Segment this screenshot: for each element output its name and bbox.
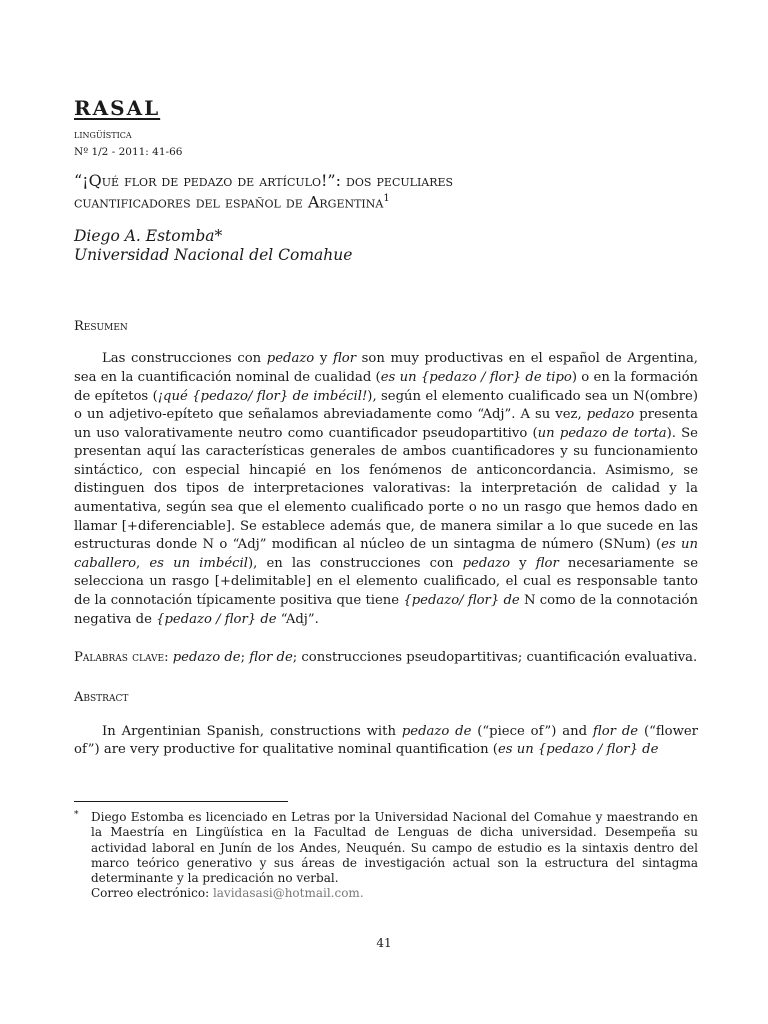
resumen-text: Las construcciones con <box>102 351 267 367</box>
keyword-italic: pedazo de <box>172 650 241 666</box>
footnote-text: Diego Estomba es licenciado en Letras por la Universidad Nacional del Comahue y maestrando en la Maestría en Lingüística en la Facultad de Lenguas de dicha universidad. Desempeña su actividad laboral en Junín de los Andes, Neuquén. Su campo de estudio es la sintaxis dentro del marco teórico generativo y sus áreas de investigación actual son la estructura del sintagma determinante y la predicación no verbal. <box>91 810 698 886</box>
footnote-email-label: Correo electrónico: <box>91 886 213 901</box>
resumen-italic: pedazo <box>586 407 635 423</box>
abstract-heading: Abstract <box>74 689 129 705</box>
footnote-mark: * <box>74 810 79 820</box>
resumen-text: ), según el elemento cualificado sea un N(ombre) o un adjetivo-epíteto que señalamos abreviadamente como “Adj”. A su vez, <box>74 388 698 423</box>
keyword-italic: flor de <box>249 650 293 666</box>
resumen-italic: {pedazo/ flor} de <box>403 593 520 609</box>
resumen-italic: es un imbécil <box>149 555 248 571</box>
resumen-italic: es un caballero <box>74 537 698 571</box>
abstract-text: In Argentinian Spanish, constructions with <box>102 723 402 739</box>
resumen-text: , <box>136 555 150 571</box>
resumen-italic: flor <box>332 351 356 367</box>
resumen-text: N como de la connotación negativa de <box>74 593 698 627</box>
page-number: 41 <box>376 936 392 950</box>
resumen-italic: pedazo <box>266 351 315 367</box>
resumen-text: y <box>510 555 536 571</box>
resumen-text: “Adj”. <box>276 611 319 627</box>
resumen-text: y <box>314 351 333 367</box>
resumen-paragraph <box>74 350 698 629</box>
author-affiliation: Universidad Nacional del Comahue <box>74 246 353 265</box>
footnote-body <box>91 810 698 902</box>
footnote-divider <box>74 801 288 802</box>
abstract-text: (“piece of”) and <box>471 723 593 739</box>
resumen-italic: {pedazo / flor} de <box>156 611 277 627</box>
keywords-rest: ; construcciones pseudopartitivas; cuantificación evaluativa. <box>292 650 698 666</box>
resumen-text: ) o en la formación de epítetos ( <box>74 369 699 404</box>
abstract-paragraph <box>74 723 698 760</box>
resumen-text: ), en las construcciones con <box>247 555 463 571</box>
resumen-italic: pedazo <box>462 555 511 571</box>
title-line-2-text: cuantificadores del español de Argentina <box>74 192 384 212</box>
resumen-text: ). Se presentan aquí las características generales de ambos cuantificadores y su funcionamiento sintáctico, con especial hincapié en los fenómenos de anticoncordancia. Asimismo, se distinguen dos tipos de interpretaciones valorativas: la interpretación de calidad y la aumentativa, según sea que el elemento cualificado porte o no un rasgo que hemos dado en llamar [+diferenciable]. Se establece además que, de manera similar a lo que sucede en las estructuras donde N o “Adj” modifican al núcleo de un sintagma de número (SNum) ( <box>74 425 698 553</box>
abstract-italic: es un {pedazo / flor} de <box>497 742 659 758</box>
abstract-italic: pedazo de <box>401 723 472 739</box>
keywords-separator: ; <box>240 650 250 666</box>
resumen-italic: flor <box>535 555 559 571</box>
keywords-label: Palabras clave <box>74 650 165 666</box>
journal-subtitle: lingüística <box>74 128 132 141</box>
resumen-heading: Resumen <box>74 319 128 335</box>
abstract-italic: flor de <box>592 723 639 739</box>
article-title <box>74 172 698 211</box>
title-line-1: “¡Qué flor de pedazo de artículo!”: dos peculiares <box>74 171 454 190</box>
article-page <box>74 96 698 760</box>
author-name: Diego A. Estomba* <box>74 227 223 246</box>
keywords-colon: : <box>164 650 173 666</box>
resumen-italic: ¡qué {pedazo/ flor} de imbécil! <box>157 388 368 404</box>
resumen-text: son muy productivas en el español de Argentina, sea en la cuantificación nominal de cualidad ( <box>74 351 699 385</box>
title-line-2 <box>74 190 698 211</box>
author-email-link[interactable]: lavidasasi@hotmail.com. <box>212 886 364 901</box>
author-footnote <box>74 810 698 902</box>
journal-name: RASAL <box>74 96 161 120</box>
resumen-text: necesariamente se selecciona un rasgo [+delimitable] en el elemento cualificado, el cual es responsable tanto de la connotación típicamente positiva que tiene <box>74 555 699 609</box>
journal-issue: Nº 1/2 - 2011: 41-66 <box>74 146 183 158</box>
abstract-text: (“flower of”) are very productive for qualitative nominal quantification ( <box>74 723 698 758</box>
keywords <box>74 649 698 668</box>
resumen-text: presenta un uso valorativamente neutro como cuantificador pseudopartitivo ( <box>74 407 698 441</box>
resumen-italic: es un {pedazo / flor} de tipo <box>380 369 572 385</box>
resumen-italic: un pedazo de torta <box>537 425 667 441</box>
title-footnote-ref: 1 <box>383 193 390 204</box>
